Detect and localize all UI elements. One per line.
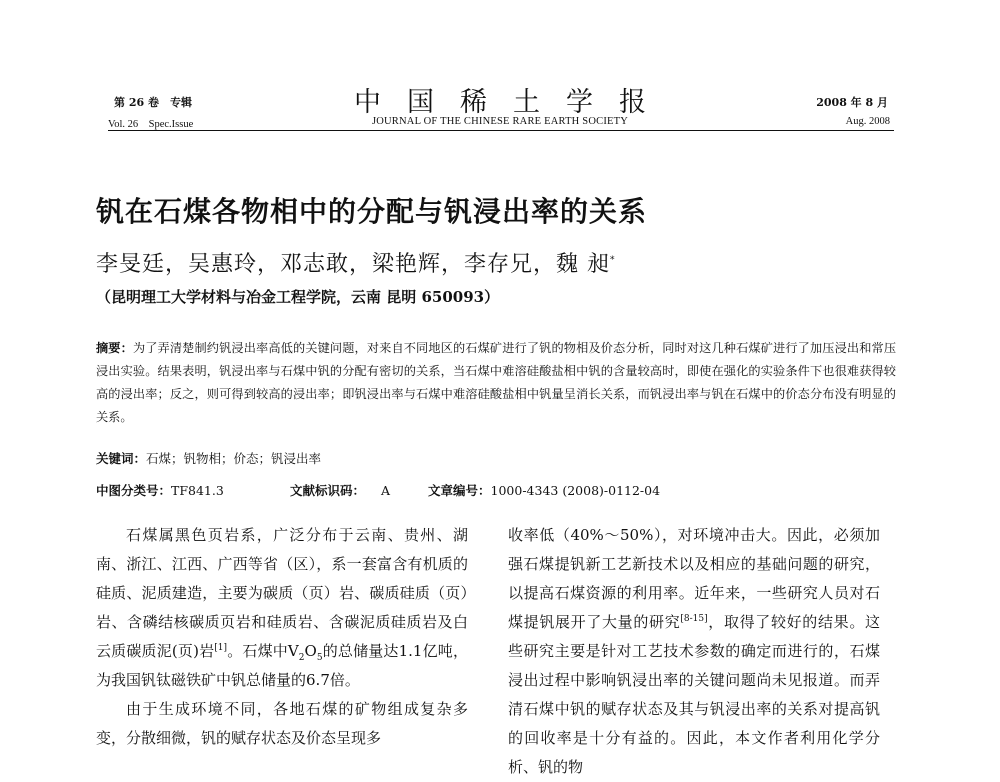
body-column-left — [96, 521, 468, 753]
paragraph — [508, 521, 880, 782]
paragraph: 由于生成环境不同，各地石煤的矿物组成复杂多变，分散细微，钒的赋存状态及价态呈现多 — [96, 700, 468, 747]
authors: 李旻廷，吴惠玲，邓志敢，梁艳辉，李存兄，魏 昶 — [96, 252, 610, 277]
citation: [1] — [214, 643, 228, 653]
affiliation: （昆明理工大学材料与冶金工程学院，云南 昆明 650093） — [96, 288, 500, 306]
body-column-right — [508, 521, 880, 782]
document-code — [290, 481, 390, 499]
text-run: O — [304, 642, 317, 660]
abstract-label: 摘要： — [96, 341, 133, 355]
keywords-text: 石煤；钒物相；价态；钒浸出率 — [146, 451, 322, 466]
article-number-label: 文章编号： — [428, 483, 491, 498]
text-run: 收率低（40%～50%），对环境冲击大。因此，必须加强石煤提钒新工艺新技术以及相应的基础问题的研究，以提高石煤资源的利用率。近年来，一些研究人员对石煤提钒展开了大量的研究 — [508, 526, 880, 631]
abstract — [96, 337, 896, 429]
keywords-label: 关键词： — [96, 451, 147, 466]
article-number-value: 1000-4343 (2008)-0112-04 — [490, 483, 661, 498]
volume-issue-cn: 第 26 卷 专辑 — [114, 96, 192, 109]
text-run: 。石煤中V — [227, 642, 299, 660]
text-run: 的总储量达1.1亿吨，为我国钒钛磁铁矿中钒总储量的6.7倍。 — [96, 642, 468, 689]
journal-title-cn: 中国稀土学报 — [354, 87, 672, 118]
corresponding-author-mark: * — [610, 255, 616, 266]
header-rule — [108, 130, 894, 131]
doc-code-label: 文献标识码： — [290, 483, 366, 498]
issue-date-cn: 2008 年 8 月 — [816, 96, 888, 109]
paragraph — [96, 521, 468, 695]
paper-title: 钒在石煤各物相中的分配与钒浸出率的关系 — [96, 195, 648, 228]
clc-label: 中图分类号： — [96, 483, 172, 498]
volume-issue-en: Vol. 26 Spec.Issue — [108, 119, 194, 130]
abstract-text: 为了弄清楚制约钒浸出率高低的关键问题，对来自不同地区的石煤矿进行了钒的物相及价态分析，同时对这几种石煤矿进行了加压浸出和常压浸出实验。结果表明，钒浸出率与石煤中钒的分配有密切的关系，当石煤中难溶硅酸盐相中钒的含量较高时，即使在强化的实验条件下也很难获得较高的浸出率；反之，则可得到较高的浸出率；即钒浸出率与石煤中难溶硅酸盐相中钒量呈消长关系，而钒浸出率与钒在石煤中的价态分布没有明显的关系。 — [96, 341, 897, 424]
issue-date-en: Aug. 2008 — [845, 116, 890, 127]
doc-code-value: A — [381, 483, 391, 498]
classification-line — [96, 481, 224, 499]
subscript: 5 — [316, 653, 323, 663]
journal-title-en: JOURNAL OF THE CHINESE RARE EARTH SOCIETY — [371, 116, 629, 127]
subscript: 2 — [298, 653, 305, 663]
article-number — [428, 481, 660, 499]
text-run: ，取得了较好的结果。这些研究主要是针对工艺技术参数的确定而进行的，石煤浸出过程中影响钒浸出率的关键问题尚未见报道。而弄清石煤中钒的赋存状态及其与钒浸出率的关系对提高钒的回收率是十分有益的。因此，本文作者利用化学分析、钒的物 — [508, 613, 880, 776]
clc-value: TF841.3 — [171, 483, 224, 498]
text-run: 石煤属黑色页岩系，广泛分布于云南、贵州、湖南、浙江、江西、广西等省（区），系一套富含有机质的硅质、泥质建造，主要为碳质（页）岩、碳质硅质（页）岩、含磷结核碳质页岩和硅质岩、含碳泥质硅质岩及白云质碳质泥(页)岩 — [96, 526, 468, 660]
keywords — [96, 449, 321, 467]
citation: [8-15] — [680, 614, 708, 624]
author-list — [96, 247, 616, 278]
